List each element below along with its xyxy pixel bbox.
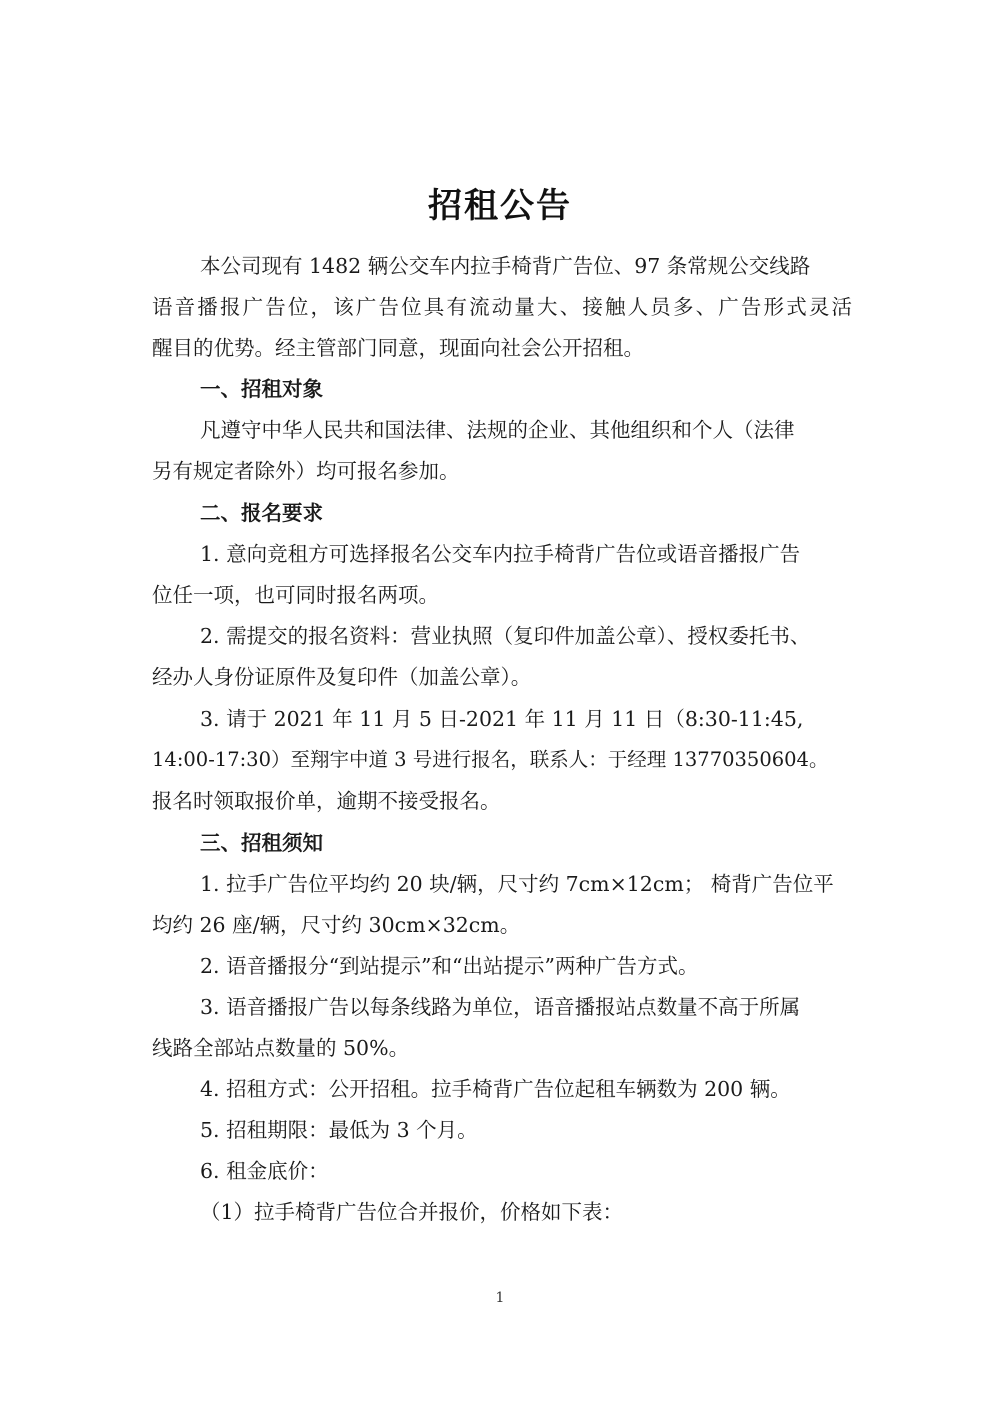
paragraph-line: 语音播报广告位，该广告位具有流动量大、接触人员多、广告形式灵活 [152,295,852,319]
section-heading: 一、招租对象 [200,377,323,401]
paragraph-line: 报名时领取报价单，逾期不接受报名。 [152,789,501,813]
paragraph-line: 1. 拉手广告位平均约 20 块/辆，尺寸约 7cm×12cm； 椅背广告位平 [200,872,834,896]
section-heading: 二、报名要求 [200,501,323,525]
paragraph-line: 均约 26 座/辆，尺寸约 30cm×32cm。 [152,913,521,937]
document-title: 招租公告 [428,186,572,226]
paragraph-line: 另有规定者除外）均可报名参加。 [152,459,460,483]
paragraph-line: 凡遵守中华人民共和国法律、法规的企业、其他组织和个人（法律 [200,418,795,442]
paragraph-line: 6. 租金底价： [200,1159,329,1183]
paragraph-line: 1. 意向竞租方可选择报名公交车内拉手椅背广告位或语音播报广告 [200,542,801,566]
page-number: 1 [495,1290,505,1306]
paragraph-line: 经办人身份证原件及复印件（加盖公章）。 [152,665,532,689]
paragraph-line: 醒目的优势。经主管部门同意，现面向社会公开招租。 [152,336,644,360]
paragraph-line: 2. 语音播报分“到站提示”和“出站提示”两种广告方式。 [200,954,699,978]
paragraph-line: 本公司现有 1482 辆公交车内拉手椅背广告位、97 条常规公交线路 [200,254,811,278]
paragraph-line: 线路全部站点数量的 50%。 [152,1036,410,1060]
paragraph-line: 2. 需提交的报名资料：营业执照（复印件加盖公章）、授权委托书、 [200,624,811,648]
paragraph-line: 3. 请于 2021 年 11 月 5 日-2021 年 11 月 11 日（8:30-11:45, [200,707,804,731]
paragraph-line: 4. 招租方式：公开招租。拉手椅背广告位起租车辆数为 200 辆。 [200,1077,791,1101]
paragraph-line: 3. 语音播报广告以每条线路为单位，语音播报站点数量不高于所属 [200,995,801,1019]
paragraph-line: 5. 招租期限：最低为 3 个月。 [200,1118,478,1142]
section-heading: 三、招租须知 [200,831,323,855]
paragraph-line: 14:00-17:30）至翔宇中道 3 号进行报名，联系人：于经理 13770350604。 [152,748,829,771]
paragraph-line: 位任一项，也可同时报名两项。 [152,583,439,607]
paragraph-line: （1）拉手椅背广告位合并报价，价格如下表： [200,1200,624,1224]
